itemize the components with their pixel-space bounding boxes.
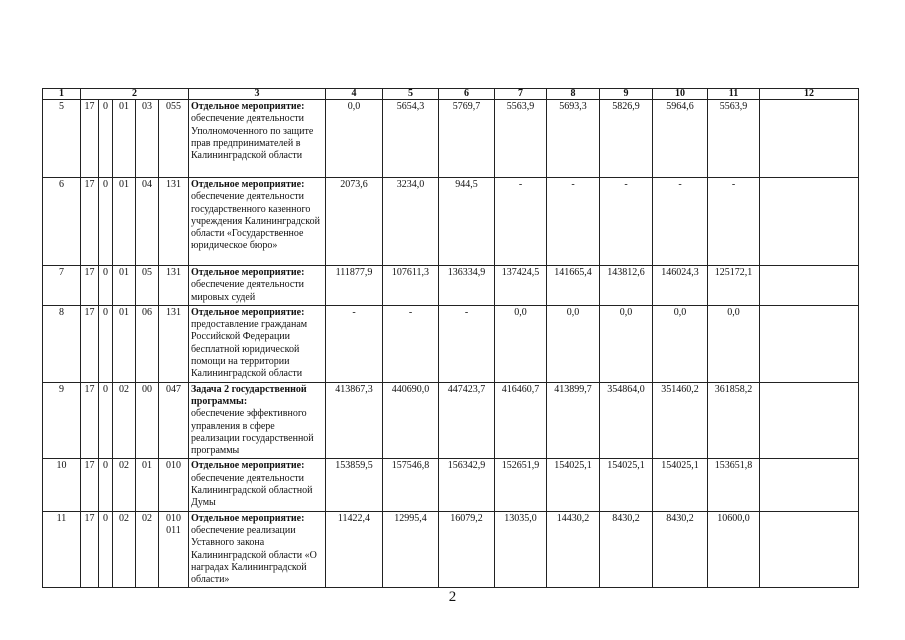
header-cell: 1: [43, 89, 81, 100]
description-text: обеспечение деятельности государственного казенного учреждения Калининградской области «Государственное юридическое бюро»: [191, 191, 320, 252]
value-cell: 416460,7: [495, 382, 547, 459]
value-cell: -: [326, 305, 383, 382]
value-cell: 5654,3: [383, 100, 439, 178]
value-cell: 10600,0: [708, 511, 760, 588]
description-cell: [189, 178, 326, 266]
code-cell: 0: [99, 511, 113, 588]
header-cell: 6: [439, 89, 495, 100]
budget-table: [42, 88, 859, 588]
row-number-cell: 11: [43, 511, 81, 588]
value-cell: 14430,2: [547, 511, 600, 588]
code-cell: 055: [159, 100, 189, 178]
empty-cell: [760, 382, 859, 459]
value-cell: 12995,4: [383, 511, 439, 588]
code-cell: 00: [136, 382, 159, 459]
value-cell: 0,0: [708, 305, 760, 382]
header-row: [43, 89, 859, 100]
description-cell: [189, 459, 326, 511]
code-cell: 010 011: [159, 511, 189, 588]
value-cell: 125172,1: [708, 266, 760, 306]
value-cell: 0,0: [495, 305, 547, 382]
value-cell: -: [547, 178, 600, 266]
row-number-cell: 9: [43, 382, 81, 459]
value-cell: 440690,0: [383, 382, 439, 459]
description-text: обеспечение деятельности Уполномоченного по защите прав предпринимателей в Калининградской области: [191, 113, 314, 162]
description-title: Отдельное мероприятие:: [191, 101, 305, 112]
code-cell: 17: [81, 178, 99, 266]
code-cell: 0: [99, 305, 113, 382]
value-cell: 111877,9: [326, 266, 383, 306]
row-number-cell: 7: [43, 266, 81, 306]
value-cell: -: [600, 178, 653, 266]
code-cell: 01: [113, 100, 136, 178]
value-cell: 5826,9: [600, 100, 653, 178]
code-cell: 17: [81, 100, 99, 178]
description-title: Отдельное мероприятие:: [191, 267, 305, 278]
row-number-cell: 8: [43, 305, 81, 382]
value-cell: 154025,1: [600, 459, 653, 511]
table-row: [43, 266, 859, 306]
description-text: обеспечение деятельности Калининградской областной Думы: [191, 472, 313, 509]
value-cell: -: [495, 178, 547, 266]
header-cell: 5: [383, 89, 439, 100]
value-cell: 5563,9: [495, 100, 547, 178]
value-cell: 13035,0: [495, 511, 547, 588]
header-cell: 8: [547, 89, 600, 100]
code-cell: 0: [99, 382, 113, 459]
row-number-cell: 5: [43, 100, 81, 178]
code-cell: 17: [81, 459, 99, 511]
code-cell: 02: [113, 511, 136, 588]
description-text: обеспечение реализации Уставного закона Калининградской области «О наградах Калининградской области»: [191, 524, 317, 586]
code-cell: 010: [159, 459, 189, 511]
code-cell: 03: [136, 100, 159, 178]
row-number-cell: 10: [43, 459, 81, 511]
description-cell: [189, 266, 326, 306]
description-title: Задача 2 государственной: [191, 383, 307, 395]
description-title: Отдельное мероприятие:: [191, 306, 305, 318]
header-cell: 9: [600, 89, 653, 100]
value-cell: 156342,9: [439, 459, 495, 511]
empty-cell: [760, 459, 859, 511]
description-title-continued: программы:: [191, 395, 248, 407]
code-cell: 0: [99, 459, 113, 511]
value-cell: 2073,6: [326, 178, 383, 266]
code-cell: 17: [81, 382, 99, 459]
value-cell: 447423,7: [439, 382, 495, 459]
code-cell: 05: [136, 266, 159, 306]
code-cell: 01: [113, 266, 136, 306]
code-cell: 04: [136, 178, 159, 266]
description-cell: [189, 100, 326, 178]
code-cell: 0: [99, 100, 113, 178]
code-cell: 131: [159, 305, 189, 382]
code-cell: 131: [159, 266, 189, 306]
value-cell: 351460,2: [653, 382, 708, 459]
code-cell: 02: [113, 382, 136, 459]
table-row: [43, 382, 859, 459]
page-number: 2: [448, 589, 457, 605]
value-cell: -: [439, 305, 495, 382]
value-cell: 153859,5: [326, 459, 383, 511]
value-cell: 16079,2: [439, 511, 495, 588]
value-cell: 0,0: [600, 305, 653, 382]
value-cell: 11422,4: [326, 511, 383, 588]
description-title: Отдельное мероприятие:: [191, 179, 305, 190]
value-cell: 0,0: [653, 305, 708, 382]
value-cell: 0,0: [547, 305, 600, 382]
value-cell: 143812,6: [600, 266, 653, 306]
value-cell: 8430,2: [653, 511, 708, 588]
code-cell: 17: [81, 305, 99, 382]
value-cell: 141665,4: [547, 266, 600, 306]
row-number-cell: 6: [43, 178, 81, 266]
value-cell: 154025,1: [653, 459, 708, 511]
code-cell: 01: [136, 459, 159, 511]
code-cell: 02: [136, 511, 159, 588]
value-cell: 0,0: [326, 100, 383, 178]
empty-cell: [760, 266, 859, 306]
value-cell: -: [383, 305, 439, 382]
empty-cell: [760, 511, 859, 588]
value-cell: 146024,3: [653, 266, 708, 306]
value-cell: 413899,7: [547, 382, 600, 459]
table-row: [43, 100, 859, 178]
code-cell: 01: [113, 178, 136, 266]
code-cell: 01: [113, 305, 136, 382]
value-cell: 5693,3: [547, 100, 600, 178]
value-cell: 137424,5: [495, 266, 547, 306]
header-cell: 4: [326, 89, 383, 100]
description-cell: [189, 382, 326, 459]
value-cell: 413867,3: [326, 382, 383, 459]
value-cell: 3234,0: [383, 178, 439, 266]
header-cell: 3: [189, 89, 326, 100]
code-cell: 0: [99, 178, 113, 266]
empty-cell: [760, 100, 859, 178]
table-row: [43, 178, 859, 266]
description-title: Отдельное мероприятие:: [191, 512, 305, 524]
table-row: [43, 511, 859, 588]
code-cell: 02: [113, 459, 136, 511]
header-cell: 7: [495, 89, 547, 100]
description-text: предоставление гражданам Российской Федерации бесплатной юридической помощи на территории Калининградской области: [191, 319, 308, 380]
description-cell: [189, 305, 326, 382]
value-cell: 8430,2: [600, 511, 653, 588]
description-cell: [189, 511, 326, 588]
value-cell: 157546,8: [383, 459, 439, 511]
value-cell: 361858,2: [708, 382, 760, 459]
header-cell: 11: [708, 89, 760, 100]
code-cell: 131: [159, 178, 189, 266]
header-cell: 12: [760, 89, 859, 100]
table-row: [43, 459, 859, 511]
value-cell: 354864,0: [600, 382, 653, 459]
value-cell: 154025,1: [547, 459, 600, 511]
code-cell: 0: [99, 266, 113, 306]
value-cell: 107611,3: [383, 266, 439, 306]
value-cell: 5769,7: [439, 100, 495, 178]
table-row: [43, 305, 859, 382]
value-cell: 944,5: [439, 178, 495, 266]
empty-cell: [760, 178, 859, 266]
value-cell: 153651,8: [708, 459, 760, 511]
code-cell: 047: [159, 382, 189, 459]
description-text: обеспечение эффективного управления в сфере реализации государственной программы: [191, 408, 314, 457]
description-text: обеспечение деятельности мировых судей: [191, 279, 304, 303]
value-cell: -: [653, 178, 708, 266]
code-cell: 17: [81, 266, 99, 306]
value-cell: 136334,9: [439, 266, 495, 306]
value-cell: 152651,9: [495, 459, 547, 511]
header-cell: 10: [653, 89, 708, 100]
code-cell: 06: [136, 305, 159, 382]
code-cell: 17: [81, 511, 99, 588]
value-cell: 5964,6: [653, 100, 708, 178]
description-title: Отдельное мероприятие:: [191, 460, 305, 472]
value-cell: -: [708, 178, 760, 266]
table-body: [43, 89, 859, 588]
value-cell: 5563,9: [708, 100, 760, 178]
header-cell: 2: [81, 89, 189, 100]
empty-cell: [760, 305, 859, 382]
